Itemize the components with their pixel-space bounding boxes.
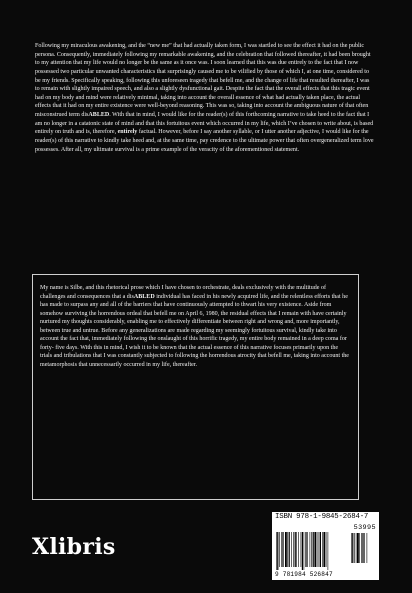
barcode-bar xyxy=(281,532,282,567)
barcode-bar xyxy=(277,532,278,570)
box-text-part-2: individual has faced in his newly acquired life, and the relentless efforts that he has made to surpass any and all of the barriers that have continuously attempted to thwart his very existence. Aside from somehow surviving the horrendous ordeal that befell me on April 6, 1980, the residual effects that I remain with have certainly nurtured my thoughts considerably, enabling me to effectively differentiate between right and wrong and, more importantly, between true and untrue. Before any generalizations are made regarding my seemingly fortuitous survival, kindly take into account the fact that, immediately following the onslaught of this horrific tragedy, my entire body remained in a deep coma for forty- five days. With this in mind, I wish it to be known that the actual essence of this narrative focuses primarily upon the trials and tribulations that I was constantly subjected to following the horrendous atrocity that befell me, taking into account the metamorphosis that unnecessarily occurred in my life, thereafter. xyxy=(40,293,349,368)
barcode-bar xyxy=(328,532,329,570)
barcode-bar xyxy=(311,532,312,567)
barcode-bar xyxy=(296,532,297,567)
barcode-bar xyxy=(326,532,327,567)
barcode-bar xyxy=(283,532,284,567)
barcode-bar xyxy=(323,532,325,567)
barcode-bar xyxy=(285,532,287,567)
isbn-barcode xyxy=(272,512,379,580)
price-code: 53995 xyxy=(353,524,376,532)
barcode-bar xyxy=(310,532,311,567)
abled-emphasis: ABLED xyxy=(88,112,110,118)
barcode-bar xyxy=(319,532,320,567)
isbn-label: ISBN 978-1-9845-2684-7 xyxy=(275,513,369,521)
synopsis-text-part-3: factual. However, before I say another syllable, or I utter another adjective, I would like for the reader(s) of this narrative to kindly take heed and, at the same time, pay credence to the ultimate power that often overgeneralized term love possesses. After all, my ultimate survival is a prime example of the veracity of the aforementioned statement. xyxy=(35,129,374,153)
price-barcode-bar xyxy=(356,533,357,563)
ean-digits: 9 781984 526847 xyxy=(275,571,333,578)
barcode-bar xyxy=(305,532,306,567)
price-barcode-bar xyxy=(362,533,363,563)
price-barcode-bar xyxy=(367,533,368,563)
synopsis-paragraph xyxy=(35,42,374,154)
barcode-bar xyxy=(320,532,321,567)
synopsis-text-part-1: Following my miraculous awakening, and the “new me” that had actually taken form, I was startled to see the effect it had on the public persona. Consequently, immediately following my remarkable awakening, and the celebration that followed thereafter, it had been brought to my attention that my life would no longer be the same as it once was. I soon learned that this was due entirely to the fact that I now possessed two particular unwanted characteristics that surprisingly caused me to be vilified by those of which I, at one time, considered to be my friends. Specifically speaking, following this unforeseen tragedy that befell me, and the change of life that resulted thereafter, I was to remain with slightly impaired speech, and also a slightly dysfunctional gait. Despite the fact that the overall effects that this tragic event had on my body and mind were relatively minimal, taking into account the overall essence of what had actually taken place, the actual effects that it had on my entire existence were well-beyond reasoning. This was so, taking into account the ambiguous nature of that often misconstrued term dis xyxy=(35,43,371,118)
barcode-bar xyxy=(287,532,288,567)
price-barcode-bar xyxy=(359,533,360,563)
publisher-logo: Xlibris xyxy=(32,534,116,560)
synopsis-text-part-2: . With that in mind, I would like for the reader(s) of this forthcoming narrative to take heed to the fact that I am no longer in a catatonic state of mind and that this fortuitous event which occurred in my life, which I’ve chosen to write about, is based entirely on truth and is, therefore, xyxy=(35,112,374,136)
price-barcode-bar xyxy=(357,533,359,563)
barcode-bar xyxy=(302,532,303,570)
barcode-bar xyxy=(304,532,305,570)
barcode-bar xyxy=(276,532,277,570)
abled-emphasis-box: ABLED xyxy=(133,293,155,300)
synopsis-text xyxy=(35,42,374,154)
author-statement-box xyxy=(32,274,359,500)
barcode-bar xyxy=(295,532,296,567)
entirely-emphasis: entirely xyxy=(117,129,138,136)
author-statement-paragraph xyxy=(40,284,351,369)
price-barcode-bar xyxy=(352,533,353,563)
price-barcode-bar xyxy=(354,533,355,563)
price-barcode-bar xyxy=(361,533,362,563)
price-barcode-bar xyxy=(351,533,352,563)
barcode-bar xyxy=(313,532,314,567)
box-text-part-1: My name is Silbe, and this rhetorical prose which I have chosen to orchestrate, deals exclusively with the multitude of challenges and consequences that a dis xyxy=(40,285,326,300)
barcode-bar xyxy=(298,532,299,567)
barcode-bar xyxy=(307,532,308,567)
barcode-bar xyxy=(291,532,292,567)
barcode-bar xyxy=(301,532,302,567)
barcode-bar xyxy=(317,532,318,567)
price-barcode-bar xyxy=(364,533,365,563)
barcode-bar xyxy=(314,532,316,567)
barcode-bar xyxy=(293,532,294,567)
barcode-bar xyxy=(322,532,323,567)
barcode-bar xyxy=(289,532,290,567)
barcode-bar xyxy=(279,532,280,567)
